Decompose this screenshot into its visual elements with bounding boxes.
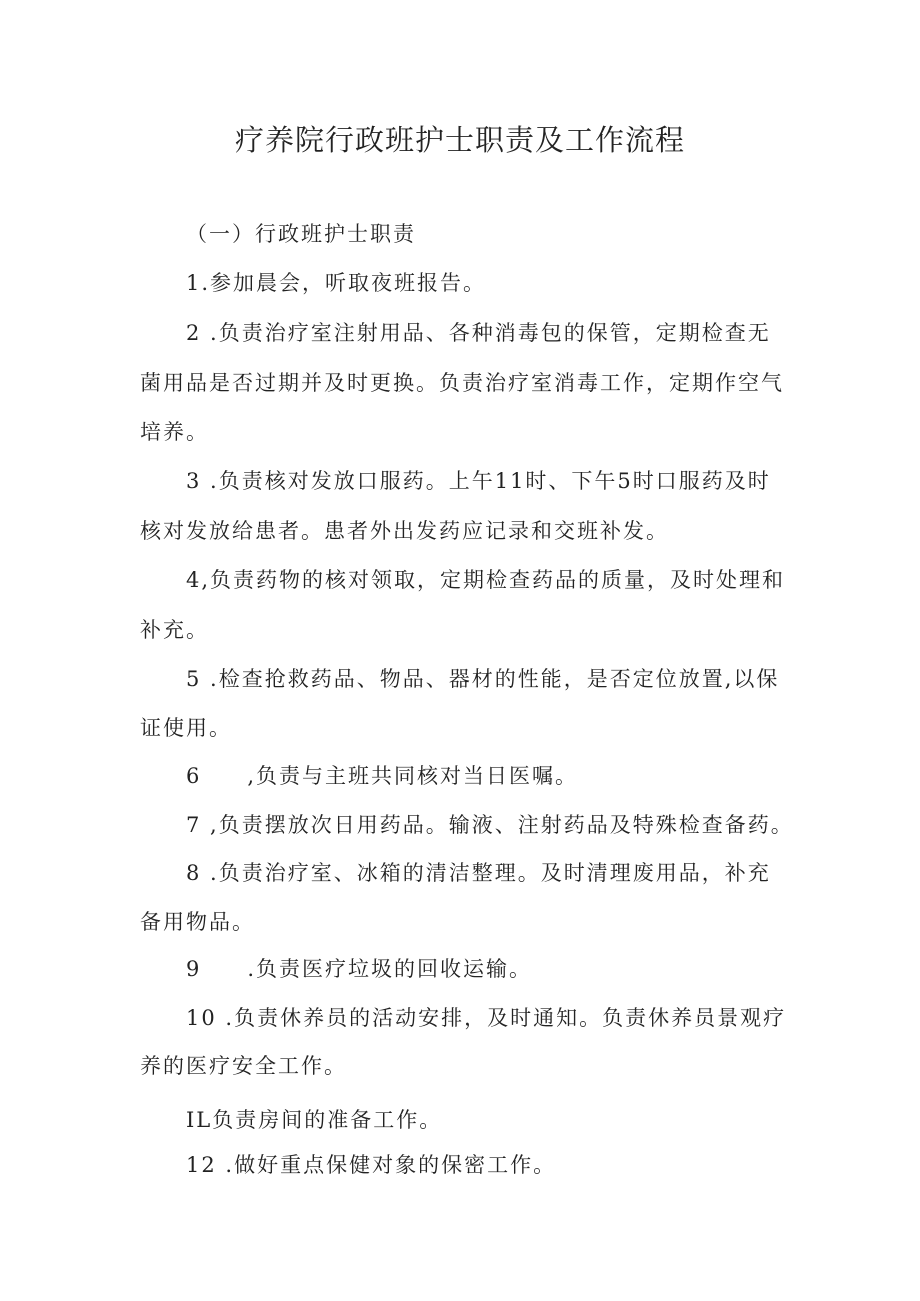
duty-line-4-cont: 补充。 (140, 618, 209, 642)
duty-line-11: IL负责房间的准备工作。 (186, 1108, 443, 1132)
duty-line-10: 10 .负责休养员的活动安排，及时通知。负责休养员景观疗 (186, 1006, 787, 1030)
duty-line-9: 9 .负责医疗垃圾的回收运输。 (186, 957, 533, 981)
duty-line-12: 12 .做好重点保健对象的保密工作。 (186, 1153, 557, 1177)
duty-line-8: 8 .负责治疗室、冰箱的清洁整理。及时清理废用品，补充 (186, 861, 771, 885)
duty-line-6: 6 ,负责与主班共同核对当日医嘱。 (186, 764, 579, 788)
duty-line-2: 2 .负责治疗室注射用品、各种消毒包的保管，定期检查无 (186, 321, 771, 345)
document-title: 疗养院行政班护士职责及工作流程 (234, 123, 685, 157)
duty-line-5-cont: 证使用。 (140, 716, 232, 740)
duty-line-2-cont2: 培养。 (140, 420, 209, 444)
section-heading: （一）行政班护士职责 (186, 222, 416, 246)
duty-line-10-cont: 养的医疗安全工作。 (140, 1054, 347, 1078)
duty-line-3-cont: 核对发放给患者。患者外出发药应记录和交班补发。 (140, 519, 669, 543)
duty-line-4: 4,负责药物的核对领取，定期检查药品的质量，及时处理和 (186, 568, 786, 592)
duty-line-1: 1.参加晨会，听取夜班报告。 (186, 271, 487, 295)
duty-line-8-cont: 备用物品。 (140, 910, 255, 934)
duty-line-5: 5 .检查抢救药品、物品、器材的性能，是否定位放置,以保 (186, 667, 780, 691)
duty-line-2-cont: 菌用品是否过期并及时更换。负责治疗室消毒工作，定期作空气 (140, 371, 784, 395)
duty-line-7: 7 ,负责摆放次日用药品。输液、注射药品及特殊检查备药。 (186, 813, 794, 837)
duty-line-3: 3 .负责核对发放口服药。上午11时、下午5时口服药及时 (186, 469, 771, 493)
